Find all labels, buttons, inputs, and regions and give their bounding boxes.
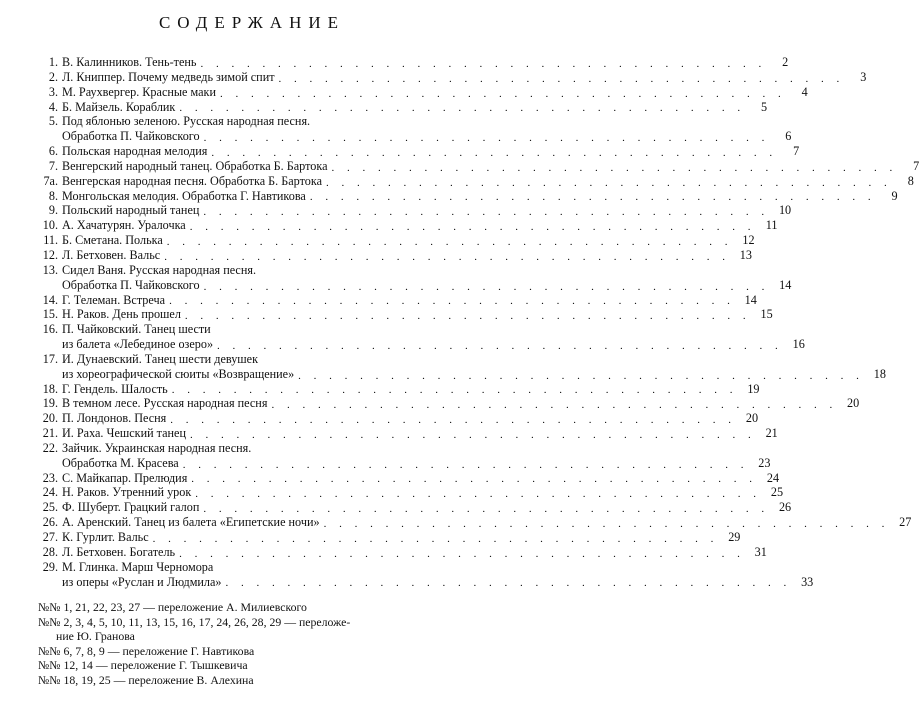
toc-entry [28, 485, 784, 501]
toc-entry-title: П. Чайковский. Танец шести [62, 322, 211, 337]
page-title: СОДЕРЖАНИЕ [158, 13, 346, 32]
dot-leader: . . . . . . . . . . . . . . . . . . . . . . . . . . . . . . . . . . . . . [326, 176, 892, 189]
toc-entry [28, 69, 867, 85]
toc-entry-page: 8 [907, 173, 914, 188]
toc-entry-title: Обработка М. Красева [62, 455, 179, 470]
toc-entry-title: Г. Телеман. Встреча [62, 292, 166, 307]
toc-entry [28, 144, 800, 159]
toc-entry [28, 515, 912, 530]
arrangement-note-line: №№ 12, 14 — переложение Г. Тышкевича [38, 658, 248, 673]
toc-entry-line [28, 366, 886, 382]
toc-entry-title: Л. Книппер. Почему медведь зимой спит [62, 69, 275, 84]
toc-entry-title: Н. Раков. День прошел [62, 307, 181, 322]
toc-entry-number: 23. [42, 470, 58, 485]
toc-entry-title: И. Раха. Чешский танец [62, 426, 186, 441]
toc-entry-title: В. Калинников. Тень-тень [62, 55, 197, 69]
arrangement-note-line: №№ 1, 21, 22, 23, 27 — переложение А. Милиевского [38, 600, 307, 614]
toc-entry-title: М. Раухвергер. Красные маки [62, 84, 216, 99]
toc-entry [28, 203, 792, 219]
toc-entry-line [28, 114, 458, 129]
toc-entry-page: 2 [782, 55, 789, 69]
toc-entry [28, 114, 792, 145]
arrangement-note-line: ние Ю. Гранова [56, 629, 135, 644]
toc-entry-page: 27 [899, 515, 912, 530]
dot-leader: . . . . . . . . . . . . . . . . . . . . . . . . . . . . . . . . . . . . . [164, 250, 730, 263]
toc-entry-line [28, 322, 458, 337]
toc-entry [28, 188, 898, 204]
toc-entry-number: 15. [42, 307, 58, 322]
dot-leader: . . . . . . . . . . . . . . . . . . . . . . . . . . . . . . . . . . . . . [179, 102, 746, 115]
toc-entry-line [28, 247, 752, 263]
toc-entry-line [28, 470, 780, 486]
toc-entry-title: С. Майкапар. Прелюдия [62, 470, 188, 485]
dot-leader: . . . . . . . . . . . . . . . . . . . . . . . . . . . . . . . . . . . . . [220, 87, 786, 100]
toc-entry-line [28, 69, 867, 85]
toc-entry-page: 14 [779, 277, 792, 292]
dot-leader: . . . . . . . . . . . . . . . . . . . . . . . . . . . . . . . . . . . . . [191, 473, 758, 486]
toc-entry-title: Монгольская мелодия. Обработка Г. Навтикова [62, 188, 306, 203]
toc-entry-title: А. Аренский. Танец из балета «Египетские ночи» [62, 515, 320, 530]
toc-entry-line [28, 381, 760, 397]
toc-entry-number: 11. [43, 233, 58, 248]
toc-entry-line [28, 158, 919, 174]
toc-entry [28, 99, 768, 115]
toc-entry-number: 27. [42, 530, 58, 544]
dot-leader: . . . . . . . . . . . . . . . . . . . . . . . . . . . . . . . . . . . . . [278, 72, 845, 85]
toc-entry [28, 351, 886, 382]
toc-entry-line [28, 485, 784, 501]
toc-entry-title: Венгерская народная песня. Обработка Б. Бартока [62, 173, 323, 188]
dot-leader: . . . . . . . . . . . . . . . . . . . . . . . . . . . . . . . . . . . . . [331, 161, 898, 174]
toc-entry [28, 381, 760, 397]
toc-entry-number: 3. [48, 84, 58, 99]
toc-entry-number: 5. [48, 114, 58, 129]
toc-entry-page: 19 [747, 381, 760, 396]
arrangement-note-line: №№ 6, 7, 8, 9 — переложение Г. Навтикова [38, 643, 255, 658]
toc-entry-line [28, 188, 898, 204]
toc-entry-number: 21. [42, 426, 58, 441]
dot-leader: . . . . . . . . . . . . . . . . . . . . . . . . . . . . . . . . . . . . . [271, 399, 838, 412]
toc-entry-line [28, 337, 805, 352]
toc-entry-number: 16. [42, 322, 58, 337]
toc-entry-number: 7. [48, 158, 58, 173]
dot-leader: . . . . . . . . . . . . . . . . . . . . . . . . . . . . . . . . . . . . . [179, 547, 745, 560]
toc-entry-page: 7 [913, 158, 919, 173]
dot-leader: . . . . . . . . . . . . . . . . . . . . . . . . . . . . . . . . . . . . . [217, 339, 783, 352]
toc-entry-line [28, 455, 771, 471]
dot-leader: . . . . . . . . . . . . . . . . . . . . . . . . . . . . . . . . . . . . . [200, 57, 767, 70]
toc-entry-line [28, 441, 458, 456]
toc-entry [28, 559, 814, 590]
toc-entry-title: Б. Сметана. Полька [62, 233, 163, 248]
toc-entry-line [28, 144, 800, 159]
toc-entry-line [28, 99, 768, 115]
toc-entry-page: 7 [793, 144, 800, 159]
dot-leader: . . . . . . . . . . . . . . . . . . . . . . . . . . . . . . . . . . . . . [203, 206, 770, 219]
toc-entry-page: 9 [891, 188, 898, 203]
dot-leader: . . . . . . . . . . . . . . . . . . . . . . . . . . . . . . . . . . . . . [170, 414, 737, 427]
toc-entry [28, 470, 780, 486]
toc-entry-number: 20. [42, 411, 58, 426]
toc-entry-title: Польский народный танец [62, 203, 200, 218]
toc-entry-title: Сидел Ваня. Русская народная песня. [62, 262, 257, 277]
toc-entry-page: 5 [761, 99, 768, 114]
toc-entry-number: 19. [42, 396, 58, 411]
toc-entry-title: В темном лесе. Русская народная песня [62, 396, 268, 411]
toc-entry-line [28, 263, 458, 278]
toc-entry-number: 29. [42, 559, 58, 574]
toc-entry-line [28, 515, 912, 530]
toc-entry-number: 28. [42, 544, 58, 559]
toc-entry-page: 11 [765, 218, 778, 233]
toc-entry-page: 12 [742, 233, 755, 248]
toc-entry-title: Л. Бетховен. Богатель [62, 544, 176, 559]
toc-entry-title: Венгерский народный танец. Обработка Б. Бартока [62, 158, 328, 173]
toc-entry [28, 396, 860, 412]
toc-entry-number: 25. [42, 500, 58, 515]
toc-entry-page: 23 [758, 455, 771, 470]
toc-entry [28, 173, 914, 189]
dot-leader: . . . . . . . . . . . . . . . . . . . . . . . . . . . . . . . . . . . . . [152, 532, 719, 545]
toc-entry-title: Ф. Шуберт. Грацкий галоп [62, 500, 200, 515]
toc-entry-title: из балета «Лебединое озеро» [62, 337, 214, 352]
dot-leader: . . . . . . . . . . . . . . . . . . . . . . . . . . . . . . . . . . . . . [166, 235, 733, 248]
toc-entry-title: Обработка П. Чайковского [62, 277, 200, 292]
toc-entry-title: из оперы «Руслан и Людмила» [62, 574, 222, 589]
toc-entry-page: 14 [744, 292, 757, 307]
toc-entry-line [28, 544, 767, 560]
toc-entry-number: 26. [42, 515, 58, 530]
toc-entry-number: 6. [48, 144, 58, 159]
toc-entry-page: 21 [765, 426, 778, 441]
toc-entry-page: 18 [873, 366, 886, 381]
toc-entry-number: 4. [48, 99, 58, 114]
toc-entry-number: 14. [42, 292, 58, 307]
toc-entry-title: Польская народная мелодия [62, 144, 208, 159]
toc-entry [28, 292, 757, 308]
arrangement-notes [38, 600, 458, 688]
toc-entry-page: 10 [778, 203, 792, 218]
toc-entry-line [28, 129, 792, 145]
toc-entry-title: Зайчик. Украинская народная песня. [62, 440, 252, 455]
toc-entry [28, 218, 778, 234]
dot-leader: . . . . . . . . . . . . . . . . . . . . . . . . . . . . . . . . . . . . . [169, 295, 735, 308]
toc-entry [28, 544, 767, 560]
toc-entry-line [28, 173, 914, 189]
toc-entry-page: 29 [728, 530, 741, 544]
toc-entry [28, 158, 919, 174]
dot-leader: . . . . . . . . . . . . . . . . . . . . . . . . . . . . . . . . . . . . . [298, 369, 864, 382]
toc-entry-title: К. Гурлит. Вальс [62, 530, 149, 544]
dot-leader: . . . . . . . . . . . . . . . . . . . . . . . . . . . . . . . . . . . . . [211, 146, 778, 159]
toc-entry-line [28, 307, 773, 323]
toc-entry [28, 530, 741, 545]
toc-entry-title: Г. Гендель. Шалость [62, 381, 168, 396]
dot-leader: . . . . . . . . . . . . . . . . . . . . . . . . . . . . . . . . . . . . . [190, 428, 756, 441]
toc-entry-line [28, 396, 860, 412]
dot-leader: . . . . . . . . . . . . . . . . . . . . . . . . . . . . . . . . . . . . . [203, 132, 770, 145]
toc-entry-line [28, 574, 814, 590]
dot-leader: . . . . . . . . . . . . . . . . . . . . . . . . . . . . . . . . . . . . . [203, 503, 770, 516]
toc-entry-line [28, 84, 808, 100]
toc-entry-line [28, 203, 792, 219]
toc-entry-title: Обработка П. Чайковского [62, 129, 200, 144]
toc-entry-page: 13 [739, 247, 752, 262]
toc-entry-title: И. Дунаевский. Танец шести девушек [62, 351, 259, 366]
toc-entry-line [28, 55, 789, 70]
toc-entry [28, 500, 792, 516]
arrangement-note-line: №№ 2, 3, 4, 5, 10, 11, 13, 15, 16, 17, 24, 26, 28, 29 — переложе- [38, 614, 351, 629]
toc-entry-number: 8. [48, 188, 58, 203]
toc-entry-page: 31 [754, 544, 767, 559]
toc-entry-title: из хореографической сюиты «Возвращение» [62, 366, 295, 381]
toc-entry [28, 84, 808, 100]
toc-entry-title: Л. Бетховен. Вальс [62, 247, 161, 262]
toc-entry-page: 26 [778, 500, 792, 515]
table-of-contents [28, 55, 919, 590]
toc-entry-number: 24. [42, 485, 58, 500]
toc-entry-title: М. Глинка. Марш Черномора [62, 559, 214, 574]
toc-entry-line [28, 352, 458, 367]
arrangement-note-line: №№ 18, 19, 25 — переложение В. Алехина [38, 672, 254, 687]
toc-entry-number: 18. [42, 381, 58, 396]
toc-entry-line [28, 218, 778, 234]
toc-entry [28, 233, 755, 248]
dot-leader: . . . . . . . . . . . . . . . . . . . . . . . . . . . . . . . . . . . . . [189, 221, 756, 234]
toc-entry-line [28, 530, 741, 545]
dot-leader: . . . . . . . . . . . . . . . . . . . . . . . . . . . . . . . . . . . . . [171, 384, 738, 397]
toc-entry [28, 440, 771, 471]
toc-entry-page: 20 [847, 396, 860, 411]
toc-entry-line [28, 292, 757, 308]
toc-entry-page: 15 [760, 307, 773, 322]
toc-entry-line [28, 426, 778, 441]
toc-entry-title: А. Хачатурян. Уралочка [62, 218, 186, 233]
toc-entry-number: 22. [42, 440, 58, 455]
toc-entry-page: 16 [792, 337, 805, 352]
toc-entry-number: 1. [48, 55, 58, 69]
toc-entry [28, 307, 773, 323]
toc-entry [28, 426, 778, 441]
toc-entry-number: 12. [42, 247, 58, 262]
toc-entry [28, 262, 792, 293]
toc-entry-number: 13. [42, 262, 58, 277]
toc-entry-number: 9. [48, 203, 58, 218]
toc-entry-line [28, 277, 792, 293]
toc-entry-page: 33 [801, 574, 814, 589]
toc-entry-title: Под яблонью зеленою. Русская народная песня. [62, 114, 311, 129]
dot-leader: . . . . . . . . . . . . . . . . . . . . . . . . . . . . . . . . . . . . . [203, 280, 770, 293]
toc-entry-number: 7а. [43, 173, 58, 188]
toc-entry [28, 247, 752, 263]
toc-entry-page: 6 [785, 129, 792, 144]
dot-leader: . . . . . . . . . . . . . . . . . . . . . . . . . . . . . . . . . . . . . [225, 577, 792, 590]
toc-entry-line [28, 560, 458, 575]
dot-leader: . . . . . . . . . . . . . . . . . . . . . . . . . . . . . . . . . . . . . [184, 310, 751, 323]
dot-leader: . . . . . . . . . . . . . . . . . . . . . . . . . . . . . . . . . . . . . [195, 488, 762, 501]
toc-entry-line [28, 233, 755, 248]
toc-entry-number: 17. [42, 351, 58, 366]
dot-leader: . . . . . . . . . . . . . . . . . . . . . . . . . . . . . . . . . . . . . [323, 518, 890, 530]
dot-leader: . . . . . . . . . . . . . . . . . . . . . . . . . . . . . . . . . . . . . [182, 458, 749, 471]
toc-entry-title: П. Лондонов. Песня [62, 411, 167, 426]
toc-entry [28, 322, 805, 352]
toc-entry-page: 20 [745, 411, 759, 426]
toc-entry-title: Б. Майзель. Кораблик [62, 99, 176, 114]
toc-entry [28, 411, 759, 427]
dot-leader: . . . . . . . . . . . . . . . . . . . . . . . . . . . . . . . . . . . . . [309, 191, 876, 204]
toc-entry-page: 25 [770, 485, 784, 500]
toc-entry-number: 2. [48, 69, 58, 84]
toc-entry-title: Н. Раков. Утренний урок [62, 485, 192, 500]
toc-entry-page: 24 [766, 470, 780, 485]
toc-entry [28, 55, 789, 70]
toc-entry-line [28, 411, 759, 427]
toc-entry-page: 3 [860, 69, 867, 84]
toc-entry-page: 4 [801, 84, 808, 99]
toc-entry-line [28, 500, 792, 516]
toc-entry-number: 10. [42, 218, 58, 233]
